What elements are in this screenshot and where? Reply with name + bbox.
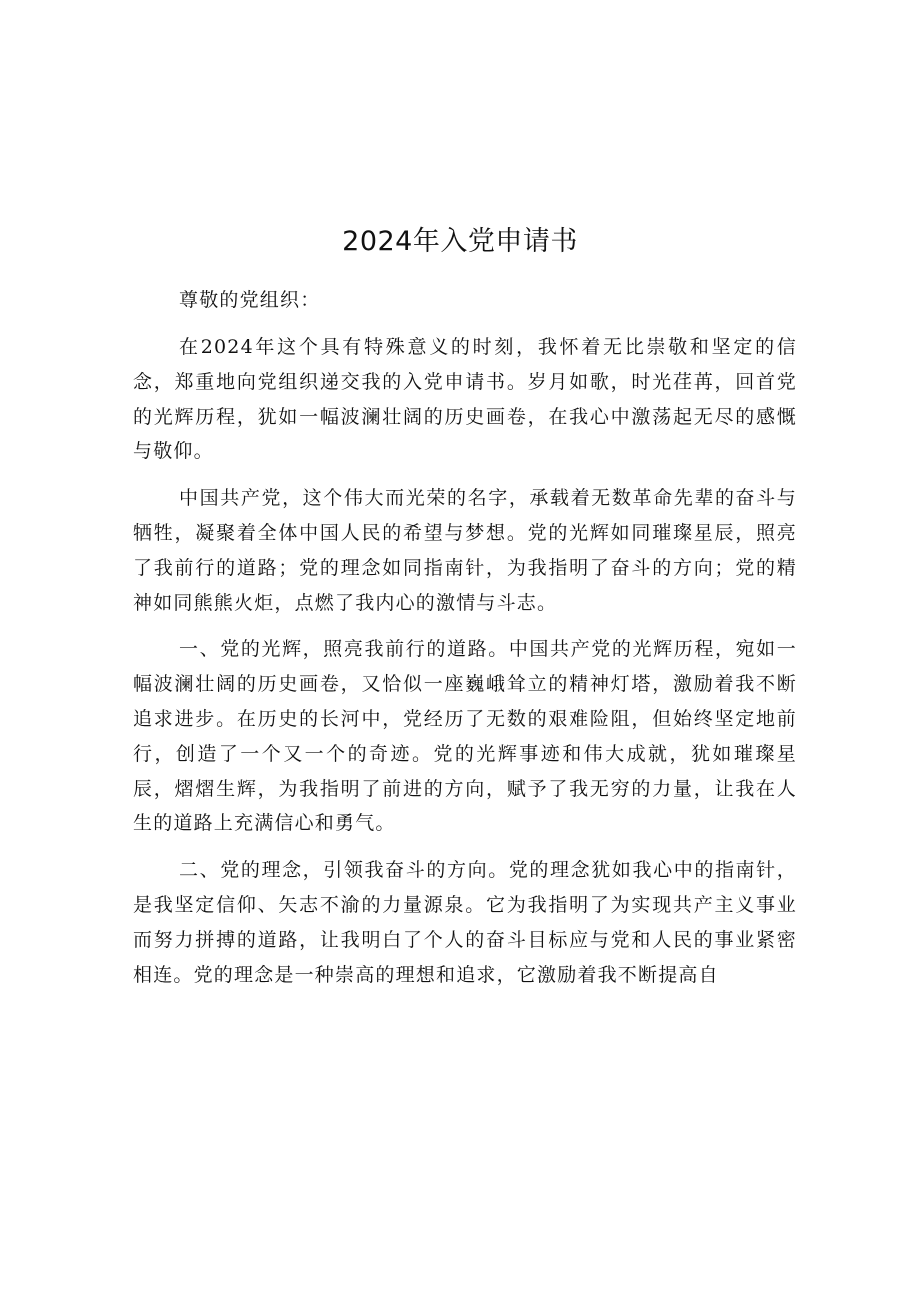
paragraph-intro: 在2024年这个具有特殊意义的时刻，我怀着无比崇敬和坚定的信念，郑重地向党组织递交我的入党申请书。岁月如歌，时光荏苒，回首党的光辉历程，犹如一幅波澜壮阔的历史画卷，在我心中激荡起无尽的感慨与敬仰。: [133, 336, 797, 463]
paragraph-section-one: 一、党的光辉，照亮我前行的道路。中国共产党的光辉历程，宛如一幅波澜壮阔的历史画卷，又恰似一座巍峨耸立的精神灯塔，激励着我不断追求进步。在历史的长河中，党经历了无数的艰难险阻，但始终坚定地前行，创造了一个又一个的奇迹。党的光辉事迹和伟大成就，犹如璀璨星辰，熠熠生辉，为我指明了前进的方向，赋予了我无穷的力量，让我在人生的道路上充满信心和勇气。: [133, 638, 797, 835]
paragraph-section-two: 二、党的理念，引领我奋斗的方向。党的理念犹如我心中的指南针，是我坚定信仰、矢志不渝的力量源泉。它为我指明了为实现共产主义事业而努力拼搏的道路，让我明白了个人的奋斗目标应与党和人民的事业紧密相连。党的理念是一种崇高的理想和追求，它激励着我不断提高自: [133, 859, 797, 986]
paragraph-party-description: 中国共产党，这个伟大而光荣的名字，承载着无数革命先辈的奋斗与牺牲，凝聚着全体中国人民的希望与梦想。党的光辉如同璀璨星辰，照亮了我前行的道路；党的理念如同指南针，为我指明了奋斗的方向；党的精神如同熊熊火炬，点燃了我内心的激情与斗志。: [133, 487, 797, 614]
salutation: 尊敬的党组织：: [179, 289, 321, 311]
document-body: [133, 282, 797, 992]
document-title: 2024年入党申请书: [342, 226, 578, 257]
